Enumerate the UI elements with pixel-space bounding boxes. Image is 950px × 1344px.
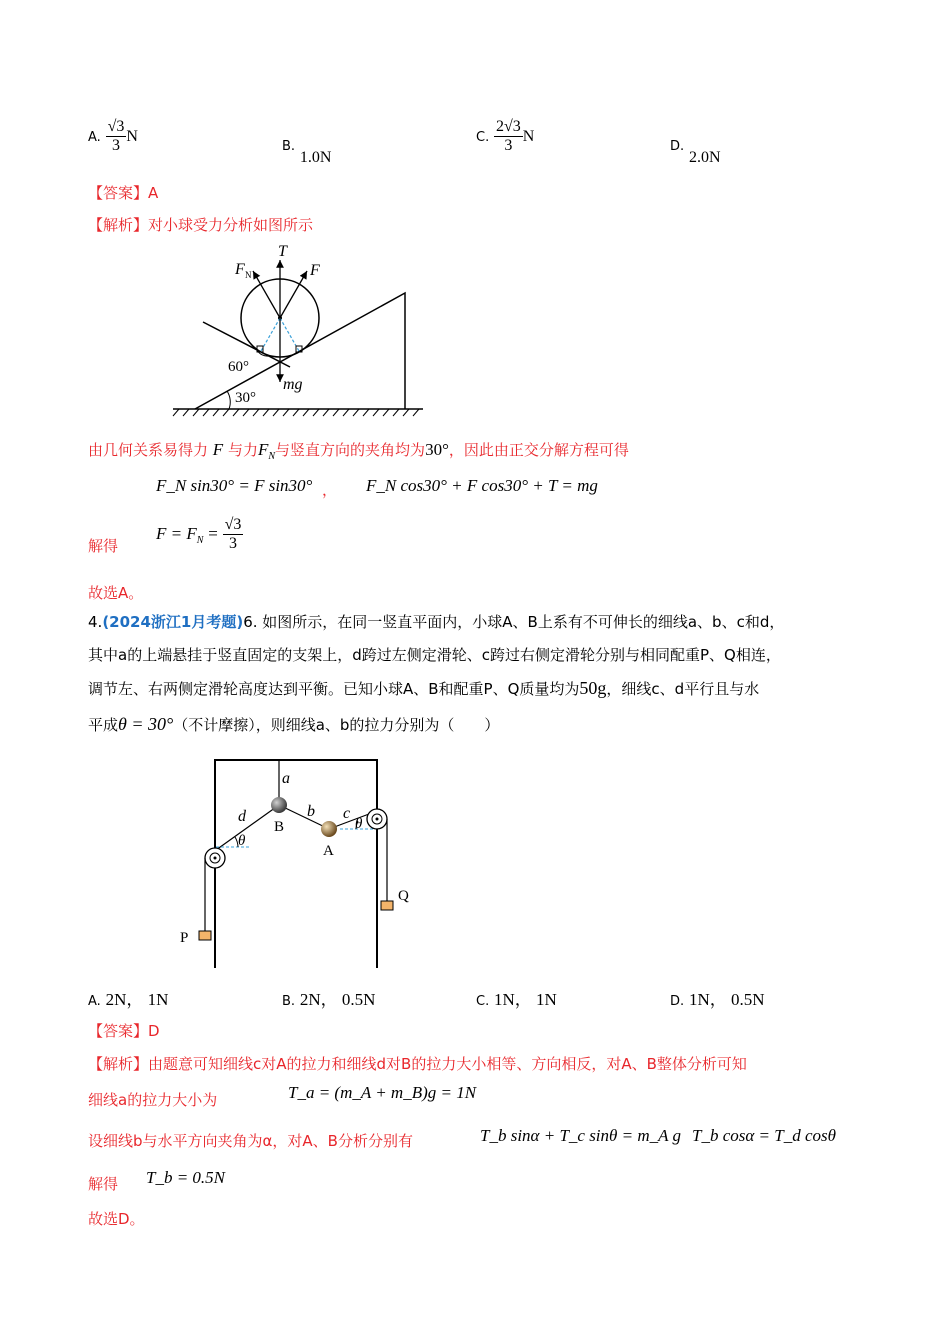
q4-option-b[interactable]: B. 2N， 0.5N [282, 990, 376, 1009]
q4-stem-line3: 调节左、右两侧定滑轮高度达到平衡。已知小球A、B和配重P、Q质量均为50g，细线c、d平行且与水 [88, 678, 760, 698]
q4-eq-tension-a: T_a = (m_A + m_B)g = 1N [288, 1083, 477, 1102]
q4-option-a[interactable]: A. 2N， 1N [88, 990, 169, 1009]
q3-conclusion: 故选A。 [88, 584, 144, 602]
ball-incline-figure [165, 240, 435, 420]
q3-solve-label: 解得 [88, 537, 119, 555]
fraction: $\frac{√3}{3}$ [107, 118, 125, 154]
label-Q: Q [398, 888, 409, 904]
fraction: $\frac{√3}{3}$ [224, 516, 242, 552]
q4-stem-line4: 平成θ = 30°（不计摩擦），则细线a、b的拉力分别为（ ） [88, 714, 500, 734]
label-60: 60° [228, 359, 249, 375]
label-theta-left: θ [238, 833, 246, 849]
q4-option-c[interactable]: C. 1N， 1N [476, 990, 557, 1009]
q3-option-a[interactable]: A. $\frac{√3}{3}$ N [88, 118, 138, 154]
arrow-FN [253, 271, 280, 318]
option-label: A. [88, 130, 101, 145]
q4-answer: 【答案】D [88, 1022, 160, 1040]
label-T: T [278, 243, 287, 260]
q4-stem-line1: 4.(2024浙江1月考题)6. 如图所示，在同一竖直平面内，小球A、B上系有不可伸长的细线a、b、c和d， [88, 613, 785, 631]
label-d: d [238, 808, 246, 825]
q3-option-b[interactable]: B. 1.0N [282, 139, 332, 166]
q3-eq-sep: ， [322, 481, 338, 499]
label-b: b [307, 803, 315, 820]
q3-eq1: F_N sin30° = F sin30° [156, 476, 313, 495]
q4-analysis-line2: 细线a的拉力大小为 [88, 1091, 218, 1109]
label-a: a [282, 770, 290, 787]
q4-eq3: T_b sinα + T_c sinθ = m_A g [480, 1126, 681, 1145]
q4-conclusion: 故选D。 [88, 1210, 145, 1228]
q3-option-c[interactable]: C. $\frac{2√3}{3}$ N [476, 118, 535, 154]
q3-geom-line: 由几何关系易得力 F 与力$F_N$与竖直方向的夹角均为30°，因此由正交分解方程可得 [88, 440, 629, 462]
label-P: P [180, 930, 189, 946]
q4-analysis-line3: 设细线b与水平方向夹角为α，对A、B分析分别有 [88, 1132, 413, 1150]
q3-analysis-intro: 【解析】对小球受力分析如图所示 [88, 216, 314, 234]
label-theta-right: θ [355, 816, 363, 832]
q3-answer: 【答案】A [88, 184, 159, 202]
weight-P [199, 931, 211, 940]
label-mg: mg [283, 376, 303, 393]
ball-A [321, 821, 337, 837]
label-B: B [274, 819, 285, 835]
arrow-F [280, 271, 307, 318]
q4-analysis-line1: 【解析】由题意可知细线c对A的拉力和细线d对B的拉力大小相等、方向相反，对A、B整体分析可知 [88, 1055, 747, 1073]
q4-option-d[interactable]: D. 1N， 0.5N [670, 990, 765, 1009]
q4-stem-line2: 其中a的上端悬挂于竖直固定的支架上，d跨过左侧定滑轮、c跨过右侧定滑轮分别与相同配重P、Q相连， [88, 646, 781, 664]
label-A: A [323, 843, 334, 859]
q3-option-d[interactable]: D. 2.0N [670, 139, 721, 166]
label-FN: F [235, 261, 245, 278]
q3-solve-eq: $F = F_N$ = $\frac{√3}{3}$ [156, 516, 242, 552]
ball-B [271, 797, 287, 813]
pulley-figure [170, 755, 420, 975]
label-c: c [343, 805, 351, 822]
label-FN-sub: N [245, 270, 252, 280]
q4-eq4: T_b cosα = T_d cosθ [692, 1126, 836, 1145]
q4-solve-eq: T_b = 0.5N [146, 1168, 226, 1187]
label-F: F [310, 262, 320, 279]
label-30: 30° [235, 390, 256, 406]
q4-solve-label: 解得 [88, 1175, 119, 1193]
weight-Q [381, 901, 393, 910]
fraction: $\frac{2√3}{3}$ [496, 118, 521, 154]
q3-eq2: F_N cos30° + F cos30° + T = mg [366, 476, 598, 495]
